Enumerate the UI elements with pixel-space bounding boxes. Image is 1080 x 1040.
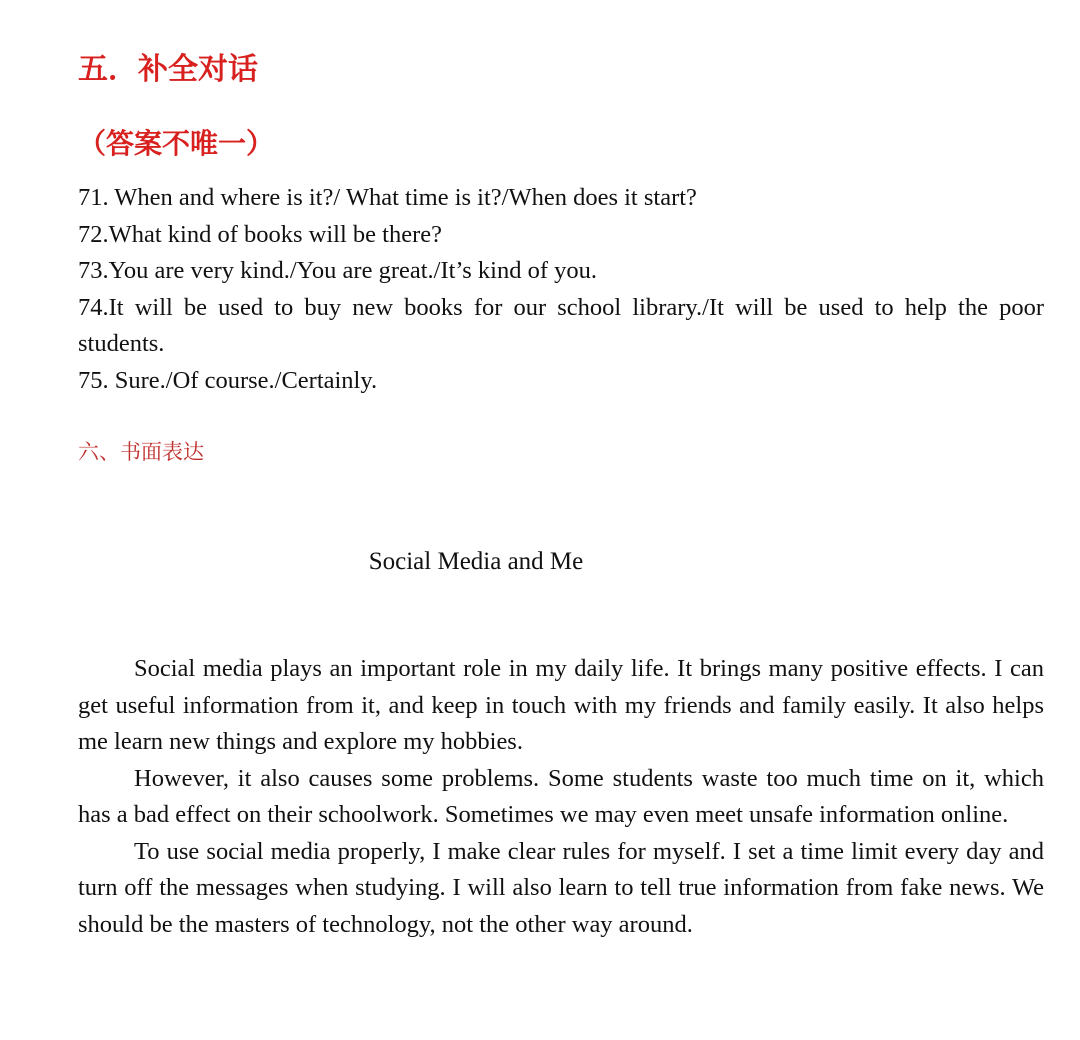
essay-paragraph-1: Social media plays an important role in my daily life. It brings many positive effects. I can get useful information from it, and keep in touch with my friends and family easily. It also helps me learn new things and explore my hobbies. (78, 655, 1044, 755)
answer-list (78, 180, 1044, 399)
section-6-title: 六、书面表达 (78, 440, 204, 464)
section-5-title: 五．补全对话 (78, 52, 258, 87)
section-5-note: （答案不唯一） (78, 127, 275, 160)
answer-71: 71. When and where is it?/ What time is it?/When does it start? (78, 184, 697, 211)
essay-paragraph-3: To use social media properly, I make clear rules for myself. I set a time limit every day and turn off the messages when studying. I will also learn to tell true information from fake news. We should be the masters of technology, not the other way around. (78, 837, 1044, 938)
answer-73: 73.You are very kind./You are great./It’s kind of you. (78, 257, 597, 284)
essay-title: Social Media and Me (368, 548, 584, 575)
essay-body (78, 651, 1044, 943)
answer-72: 72.What kind of books will be there? (78, 220, 443, 248)
answer-74: 74.It will be used to buy new books for our school library./It will be used to help the poor students. (78, 293, 1044, 357)
answer-75: 75. Sure./Of course./Certainly. (78, 366, 378, 394)
essay-paragraph-2: However, it also causes some problems. Some students waste too much time on it, which has a bad effect on their schoolwork. Sometimes we may even meet unsafe information online. (78, 764, 1044, 828)
